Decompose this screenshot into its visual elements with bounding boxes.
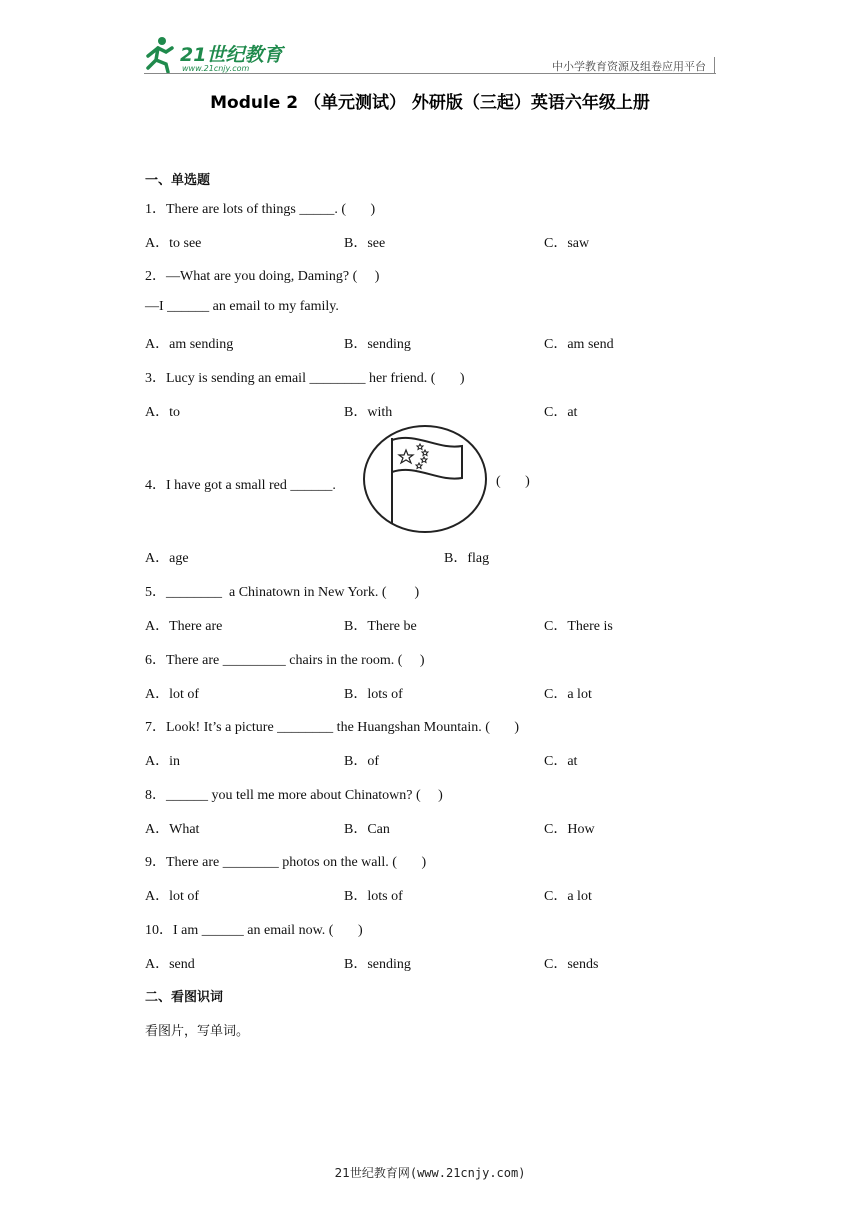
q3-option-b: B．with [344, 405, 393, 420]
q9-option-b: B．lots of [344, 889, 403, 904]
q2-option-c: C．am send [544, 337, 614, 352]
question-9: 9．There are ________ photos on the wall. ( ) [145, 855, 427, 870]
q5-option-a: A．There are [145, 619, 223, 634]
logo-text: 21世纪教育 [180, 44, 283, 66]
question-2-line-2: —I ______ an email to my family. [145, 299, 339, 314]
q1-option-a: A．to see [145, 236, 202, 251]
footer-url: (www.21cnjy.com) [409, 1166, 526, 1180]
question-2: 2．—What are you doing, Daming? ( ) [145, 269, 380, 284]
q7-option-a: A．in [145, 754, 180, 769]
q10-option-b: B．sending [344, 957, 411, 972]
q1-option-b: B．see [344, 236, 386, 251]
flag-icon [362, 424, 488, 534]
q6-option-b: B．lots of [344, 687, 403, 702]
q8-option-b: B．Can [344, 822, 390, 837]
question-10: 10．I am ______ an email now. ( ) [145, 923, 363, 938]
runner-icon [140, 34, 180, 74]
q7-option-b: B．of [344, 754, 379, 769]
question-7: 7．Look! It’s a picture ________ the Huangshan Mountain. ( ) [145, 720, 520, 735]
question-4-paren: ( ) [496, 474, 530, 489]
footer-site-name: 21世纪教育网 [334, 1166, 410, 1180]
q1-option-c: C．saw [544, 236, 590, 251]
question-3: 3．Lucy is sending an email ________ her friend. ( ) [145, 371, 465, 386]
q8-option-c: C．How [544, 822, 595, 837]
q2-option-a: A．am sending [145, 337, 234, 352]
q3-option-c: C．at [544, 405, 578, 420]
page-title: Module 2 （单元测试） 外研版（三起）英语六年级上册 [210, 93, 650, 113]
q6-option-c: C．a lot [544, 687, 592, 702]
q10-option-a: A．send [145, 957, 195, 972]
q8-option-a: A．What [145, 822, 200, 837]
q10-option-c: C．sends [544, 957, 599, 972]
q7-option-c: C．at [544, 754, 578, 769]
section-2-instruction: 看图片，写单词。 [145, 1024, 250, 1039]
header-divider-tick [714, 57, 715, 74]
question-8: 8．______ you tell me more about Chinatown? ( ) [145, 788, 443, 803]
q9-option-c: C．a lot [544, 889, 592, 904]
question-1: 1．There are lots of things _____. ( ) [145, 202, 376, 217]
q6-option-a: A．lot of [145, 687, 200, 702]
q4-option-b: B．flag [444, 551, 490, 566]
header-divider [144, 73, 716, 74]
q9-option-a: A．lot of [145, 889, 200, 904]
q5-option-c: C．There is [544, 619, 613, 634]
question-6: 6．There are _________ chairs in the room. ( ) [145, 653, 425, 668]
platform-name: 中小学教育资源及组卷应用平台 [552, 60, 706, 73]
q3-option-a: A．to [145, 405, 180, 420]
question-4: 4．I have got a small red ______. [145, 478, 336, 493]
section-heading-1: 一、单选题 [145, 173, 211, 188]
question-5: 5．________ a Chinatown in New York. ( ) [145, 585, 420, 600]
q5-option-b: B．There be [344, 619, 417, 634]
page-footer [0, 1164, 860, 1181]
section-heading-2: 二、看图识词 [145, 990, 224, 1005]
logo-url: www.21cnjy.com [182, 64, 250, 73]
q4-option-a: A．age [145, 551, 189, 566]
q2-option-b: B．sending [344, 337, 411, 352]
